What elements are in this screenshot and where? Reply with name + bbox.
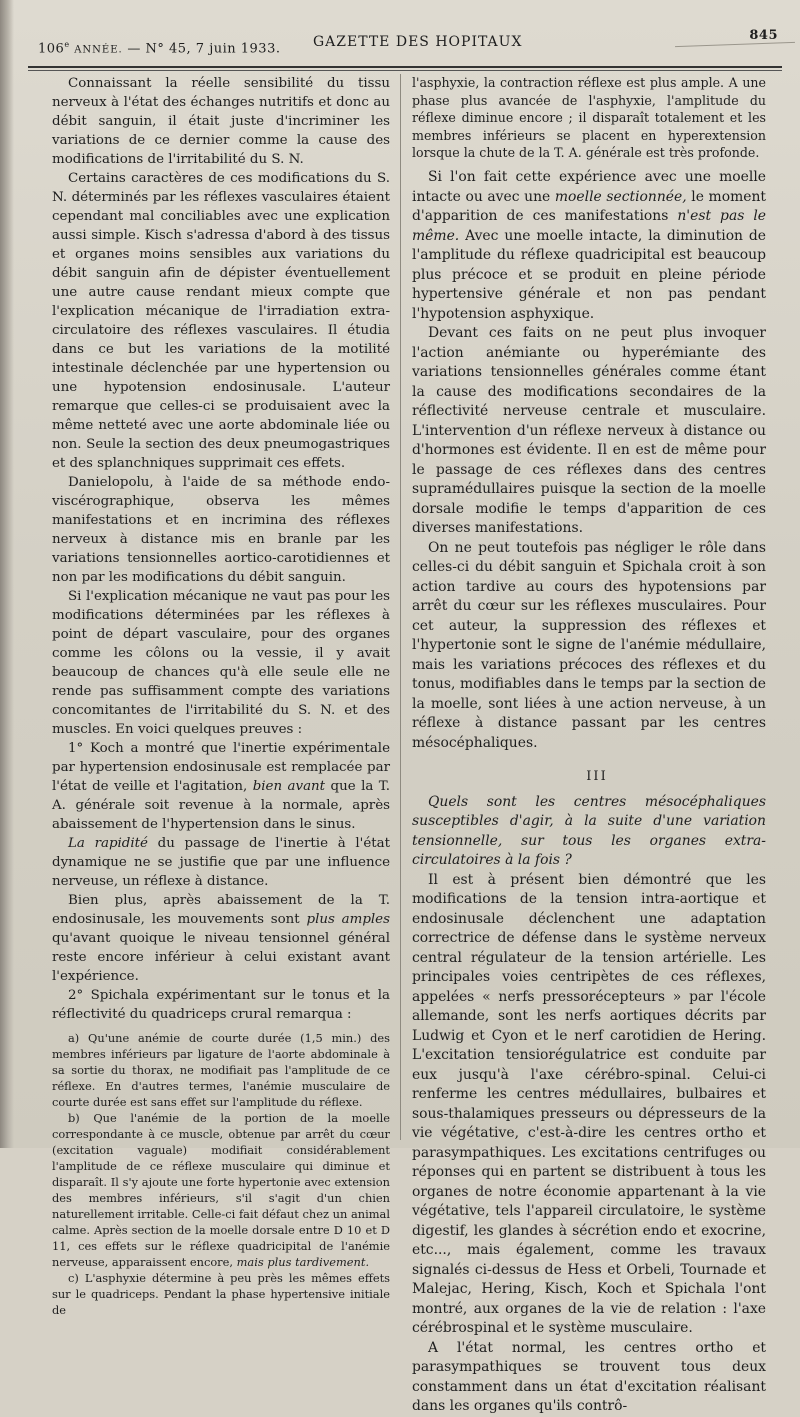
list-item-c: c) L'asphyxie détermine à peu près les mêmes effets sur le quadriceps. Pendant la phase hypertensive initiale de [52, 1271, 390, 1317]
list-item-b: b) Que l'anémie de la portion de la moelle correspondante à ce muscle, obtenue par arrêt du cœur (excitation vaguale) modifiait considérablement l'amplitude de ce réflexe musculaire qui diminue et disparaît. Il s'y ajoute une forte hypertonie avec extension des membres inférieurs, s'il s'agit d'un chien naturellement irritable. Celle-ci fait défaut chez un animal calme. Après section de la moelle dorsale entre D 10 et D 11, ces effets sur le réflexe quadricipital de l'anémie nerveuse, apparaissent encore, mais plus tardivement. [52, 1111, 390, 1269]
issue-info: 106e ANNÉE. — N° 45, 7 juin 1933. [38, 40, 281, 57]
paragraph: l'asphyxie, la contraction réflexe est plus ample. A une phase plus avancée de l'asphyxie, l'amplitude du réflexe diminue encore ; il disparaît totalement et les membres inférieurs se placent en hyperextension lorsque la chute de la T. A. générale est très profonde. [412, 75, 766, 160]
paragraph: A l'état normal, les centres ortho et parasympathiques se trouvent tous deux constamment dans un état d'excitation réalisant dans les organes qu'ils contrô- [412, 1339, 766, 1414]
column-divider [400, 74, 401, 1140]
list-item-a: a) Qu'une anémie de courte durée (1,5 min.) des membres inférieurs par ligature de l'aorte abdominale à sa sortie du thorax, ne modifiait pas l'amplitude de ce réflexe. En d'autres termes, l'anémie musculaire de courte durée est sans effet sur l'amplitude du réflexe. [52, 1031, 390, 1109]
page-number: 845 [749, 28, 778, 43]
section-number: III [586, 769, 608, 784]
header-rule [28, 66, 782, 68]
paragraph: Danielopolu, à l'aide de sa méthode endo-viscérographique, observa les mêmes manifestations et en incrimina des réflexes nerveux à distance mis en branle par les variations tensionnelles aortico-carotidiennes et non par les modifications du débit sanguin. [52, 475, 390, 585]
journal-title: GAZETTE DES HOPITAUX [313, 34, 523, 50]
paragraph: Connaissant la réelle sensibilité du tissu nerveux à l'état des échanges nutritifs et donc au débit sanguin, il était juste d'incriminer les variations de ce dernier comme la cause des modifications de l'irritabilité du S. N. [52, 76, 390, 167]
paragraph: 2° Spichala expérimentant sur le tonus et la réflectivité du quadriceps crural remarqua : [52, 988, 390, 1022]
paragraph: Certains caractères de ces modifications du S. N. déterminés par les réflexes vasculaires étaient cependant mal conciliables avec une explication aussi simple. Kisch s'adressa d'abord à des tissus et organes moins sensibles aux variations du débit sanguin afin de dépister éventuellement une autre cause rendant mieux compte que l'explication mécanique de l'irradiation extra-circulatoire des réflexes vasculaires. Il étudia dans ce but les variations de la motilité intestinale déclenchée par une hypertension ou une hypotension endosinusale. L'auteur remarque que celles-ci se produisaient avec la même netteté avec une aorte abdominale liée ou non. Seule la section des deux pneumogastriques et des splanchniques supprimait ces effets. [52, 171, 390, 471]
right-column-top [412, 74, 766, 162]
section-title: Quels sont les centres mésocéphaliques susceptibles d'agir, à la suite d'une variation tensionnelle, sur tous les organes extra-circulatoires à la fois ? [412, 793, 766, 868]
running-header [38, 26, 778, 60]
paragraph: 1° Koch a montré que l'inertie expérimentale par hypertension endosinusale est remplacée par l'état de veille et l'agitation, bien avant que la T. A. générale soit revenue à la normale, après abaissement de l'hypertension dans le sinus. [52, 741, 391, 832]
left-column [52, 74, 390, 1318]
paragraph: Devant ces faits on ne peut plus invoquer l'action anémiante ou hyperémiante des variations tensionnelles générales comme étant la cause des modifications secondaires de la réflectivité nerveuse centrale et musculaire. L'intervention d'un réflexe nerveux à distance ou d'hormones est évidente. Il en est de même pour le passage de ces réflexes dans des centres supramédullaires puisque la section de la moelle dorsale modifie le temps d'apparition de ces diverses manifestations. [412, 325, 766, 536]
paragraph: La rapidité du passage de l'inertie à l'état dynamique ne se justifie que par une influence nerveuse, un réflexe à distance. [52, 836, 391, 889]
paragraph: Il est à présent bien démontré que les modifications de la tension intra-aortique et endosinusale déclenchent une adaptation correctrice de défense dans le système nerveux central régulateur de la tension artérielle. Les principales voies centripètes de ces réflexes, appelées « nerfs pressorécepteurs » par l'école allemande, sont les nerfs aortiques décrits par Ludwig et Cyon et le nerf carotidien de Hering. L'excitation tensiorégulatrice est conduite par eux jusqu'à l'axe cérébro-spinal. Celui-ci renferme les centres médullaires, bulbaires et sous-thalamiques presseurs ou dépresseurs de la vie végétative, c'est-à-dire les centres ortho et parasympathiques. Les excitations centrifuges ou réponses qui en partent se distribuent à tous les organes de notre économie appartenant à la vie végétative, tels l'appareil circulatoire, le système digestif, les glandes à sécrétion endo et exocrine, etc..., mais également, comme les travaux signalés ci-dessus de Hess et Orbeli, Tournade et Malejac, Hering, Kisch, Koch et Spichala l'ont montré, aux organes de la vie de relation : l'axe cérébrospinal et le système musculaire. [412, 871, 766, 1336]
right-column [412, 168, 766, 1417]
paragraph: Bien plus, après abaissement de la T. endosinusale, les mouvements sont plus amples qu'avant quoique le niveau tensionnel général reste encore inférieur à celui existant avant l'expérience. [52, 893, 390, 984]
header-rule-thin [28, 70, 782, 71]
book-spine-shadow [0, 0, 14, 1148]
paragraph: On ne peut toutefois pas négliger le rôle dans celles-ci du débit sanguin et Spichala croit à son action tardive au cours des hypotensions par arrêt du cœur sur les réflexes musculaires. Pour cet auteur, la suppression des réflexes et l'hypertonie sont le signe de l'anémie médullaire, mais les variations précoces des réflexes et du tonus, modifiables dans le temps par la section de la moelle, sont liées à une action nerveuse, à un réflexe à distance passant par les centres mésocéphaliques. [412, 539, 766, 751]
paragraph: Si l'on fait cette expérience avec une moelle intacte ou avec une moelle sectionnée, le moment d'apparition de ces manifestations n'est pas le même. Avec une moelle intacte, la diminution de l'amplitude du réflexe quadricipital est beaucoup plus précoce et se produit en pleine période hypertensive générale et non pas pendant l'hypotension asphyxique. [412, 169, 767, 322]
paragraph: Si l'explication mécanique ne vaut pas pour les modifications déterminées par les réflexes à point de départ vasculaire, pour des organes comme les côlons ou la vessie, il y avait beaucoup de chances qu'à elle seule elle ne rende pas suffisamment compte des variations concomitantes de l'irritabilité du S. N. et des muscles. En voici quelques preuves : [52, 589, 390, 737]
